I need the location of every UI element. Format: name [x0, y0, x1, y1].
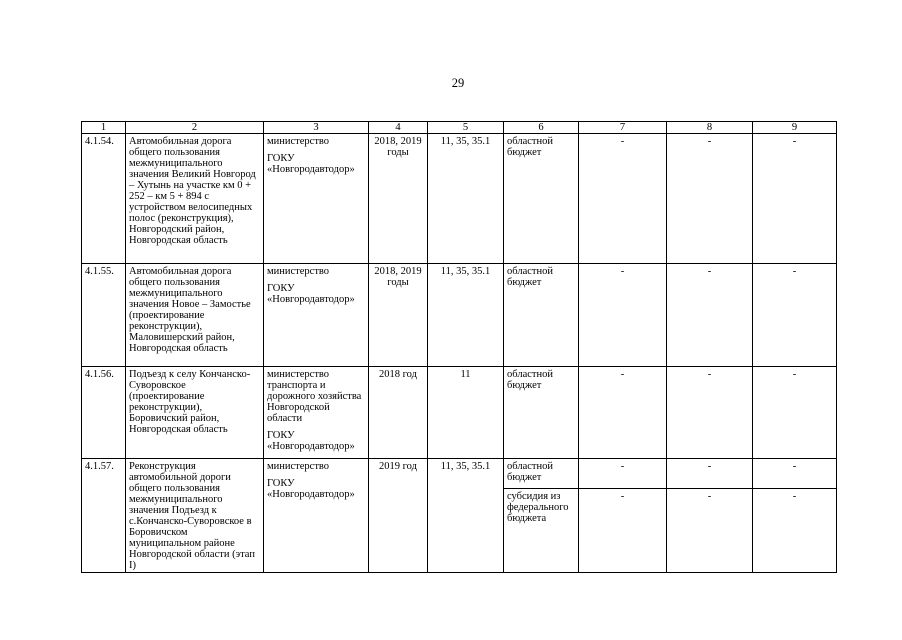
executor-line: ГОКУ «Новгородавтодор»	[267, 283, 355, 305]
item-value: -	[667, 489, 753, 573]
header-row	[82, 122, 837, 134]
item-number: 4.1.56.	[82, 367, 126, 459]
header-cell: 1	[82, 122, 126, 134]
item-source: областной бюджет	[504, 264, 579, 367]
header-cell: 7	[579, 122, 667, 134]
item-value: -	[579, 367, 667, 459]
header-cell: 4	[369, 122, 428, 134]
item-name: Автомобильная дорога общего пользования межмуниципального значения Новое – Замостье (проектирование реконструкции), Маловишерский район, Новгородская область	[126, 264, 264, 367]
item-source: областной бюджет	[504, 134, 579, 264]
item-targets: 11	[428, 367, 504, 459]
item-executor	[264, 459, 369, 573]
item-executor	[264, 134, 369, 264]
item-name: Автомобильная дорога общего пользования межмуниципального значения Великий Новгород – Хутынь на участке км 0 + 252 – км 5 + 894 с устройством велосипедных полос (реконструкция), Новгородский район, Новгородская область	[126, 134, 264, 264]
item-targets: 11, 35, 35.1	[428, 459, 504, 573]
page-number: 29	[451, 76, 465, 90]
header-cell: 6	[504, 122, 579, 134]
item-number: 4.1.54.	[82, 134, 126, 264]
executor-line: министерство	[267, 136, 330, 147]
executor-line: ГОКУ «Новгородавтодор»	[267, 478, 355, 500]
item-years: 2018, 2019 годы	[369, 264, 428, 367]
executor-line: ГОКУ «Новгородавтодор»	[267, 430, 355, 452]
header-cell: 2	[126, 122, 264, 134]
item-value: -	[753, 134, 837, 264]
item-value: -	[667, 264, 753, 367]
header-cell: 8	[667, 122, 753, 134]
item-source: субсидия из федерального бюджета	[504, 489, 579, 573]
table-row	[82, 459, 837, 489]
header-cell: 5	[428, 122, 504, 134]
item-name: Подъезд к селу Кончанско-Суворовское (проектирование реконструкции), Боровичский район, Новгородская область	[126, 367, 264, 459]
item-value: -	[753, 459, 837, 489]
item-value: -	[579, 134, 667, 264]
table-row	[82, 264, 837, 367]
table-row	[82, 367, 837, 459]
table-row	[82, 134, 837, 264]
item-years: 2018, 2019 годы	[369, 134, 428, 264]
item-number: 4.1.55.	[82, 264, 126, 367]
executor-line: ГОКУ «Новгородавтодор»	[267, 153, 355, 175]
program-table	[81, 121, 837, 573]
header-cell: 9	[753, 122, 837, 134]
item-number: 4.1.57.	[82, 459, 126, 573]
item-value: -	[753, 489, 837, 573]
item-executor	[264, 367, 369, 459]
item-executor	[264, 264, 369, 367]
header-cell: 3	[264, 122, 369, 134]
item-source: областной бюджет	[504, 367, 579, 459]
item-value: -	[579, 459, 667, 489]
item-value: -	[579, 264, 667, 367]
executor-line: министерство транспорта и дорожного хозяйства Новгородской области	[267, 369, 362, 424]
item-value: -	[753, 367, 837, 459]
item-value: -	[579, 489, 667, 573]
item-targets: 11, 35, 35.1	[428, 264, 504, 367]
item-targets: 11, 35, 35.1	[428, 134, 504, 264]
item-source: областной бюджет	[504, 459, 579, 489]
executor-line: министерство	[267, 266, 330, 277]
executor-line: министерство	[267, 461, 330, 472]
item-years: 2018 год	[369, 367, 428, 459]
item-name: Реконструкция автомобильной дороги общего пользования межмуниципального значения Подъезд к с.Кончанско-Суворовское в Боровичском муниципальном районе Новгородской области (этап I)	[126, 459, 264, 573]
item-value: -	[667, 134, 753, 264]
item-value: -	[753, 264, 837, 367]
item-years: 2019 год	[369, 459, 428, 573]
item-value: -	[667, 459, 753, 489]
item-value: -	[667, 367, 753, 459]
